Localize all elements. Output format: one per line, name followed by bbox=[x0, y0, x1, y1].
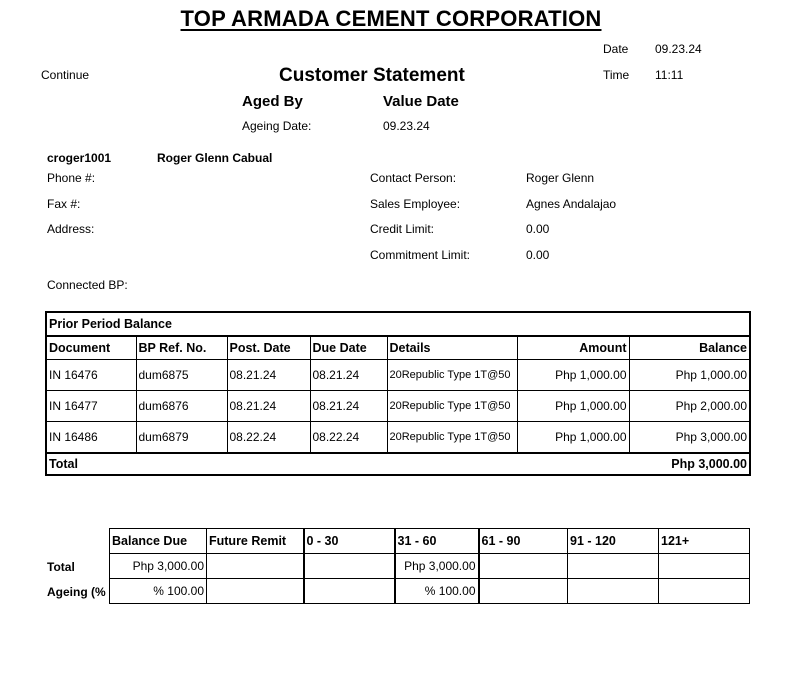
details-cell: 20Republic Type 1T@50 bbox=[387, 391, 517, 422]
amount-cell: Php 1,000.00 bbox=[517, 422, 629, 454]
date-label: Date bbox=[603, 42, 629, 56]
date-value: 09.23.24 bbox=[655, 42, 702, 56]
customer-code: croger1001 bbox=[47, 151, 112, 165]
ledger-header-row bbox=[46, 336, 750, 360]
post-date-cell: 08.21.24 bbox=[227, 360, 310, 391]
col-31-60: 31 - 60 bbox=[395, 529, 479, 554]
ledger-total-row bbox=[46, 453, 750, 475]
col-post-date: Post. Date bbox=[227, 336, 310, 360]
sales-employee-value: Agnes Andalajao bbox=[526, 197, 617, 211]
credit-limit-value: 0.00 bbox=[526, 222, 550, 236]
col-91-120: 91 - 120 bbox=[568, 529, 659, 554]
ageing-date-value: 09.23.24 bbox=[383, 119, 430, 133]
details-cell: 20Republic Type 1T@50 bbox=[387, 422, 517, 454]
aging-percent-cell bbox=[207, 579, 304, 604]
prior-period-row bbox=[46, 312, 750, 336]
col-document: Document bbox=[46, 336, 136, 360]
col-balance: Balance bbox=[629, 336, 750, 360]
ledger-total-label: Total bbox=[46, 453, 136, 475]
col-121-plus: 121+ bbox=[659, 529, 750, 554]
company-name: TOP ARMADA CEMENT CORPORATION bbox=[180, 6, 602, 31]
fax-label: Fax #: bbox=[47, 197, 81, 211]
due-date-cell: 08.21.24 bbox=[310, 360, 387, 391]
contact-person-value: Roger Glenn bbox=[526, 171, 595, 185]
contact-person-label: Contact Person: bbox=[370, 171, 457, 185]
aging-total-cell bbox=[479, 554, 568, 579]
sales-employee-label: Sales Employee: bbox=[370, 197, 461, 211]
credit-limit-label: Credit Limit: bbox=[370, 222, 435, 236]
aging-header-row bbox=[110, 529, 750, 554]
aging-table bbox=[109, 528, 750, 604]
statement-title: Customer Statement bbox=[279, 65, 465, 86]
col-61-90: 61 - 90 bbox=[479, 529, 568, 554]
due-date-cell: 08.22.24 bbox=[310, 422, 387, 454]
balance-cell: Php 1,000.00 bbox=[629, 360, 750, 391]
details-cell: 20Republic Type 1T@50 bbox=[387, 360, 517, 391]
table-row bbox=[46, 360, 750, 391]
aging-total-cell: Php 3,000.00 bbox=[110, 554, 207, 579]
ageing-percent-label: Ageing (% bbox=[47, 585, 106, 599]
balance-cell: Php 3,000.00 bbox=[629, 422, 750, 454]
aging-percent-cell bbox=[479, 579, 568, 604]
aging-total-row bbox=[110, 554, 750, 579]
document-cell: IN 16486 bbox=[46, 422, 136, 454]
bp-ref-cell: dum6876 bbox=[136, 391, 227, 422]
col-due-date: Due Date bbox=[310, 336, 387, 360]
aging-total-cell bbox=[304, 554, 395, 579]
document-cell: IN 16477 bbox=[46, 391, 136, 422]
table-row bbox=[46, 391, 750, 422]
continue-label: Continue bbox=[41, 68, 90, 82]
amount-cell: Php 1,000.00 bbox=[517, 391, 629, 422]
col-amount: Amount bbox=[517, 336, 629, 360]
balance-cell: Php 2,000.00 bbox=[629, 391, 750, 422]
time-label: Time bbox=[603, 68, 630, 82]
aging-total-cell bbox=[568, 554, 659, 579]
aging-percent-row bbox=[110, 579, 750, 604]
post-date-cell: 08.22.24 bbox=[227, 422, 310, 454]
document-cell: IN 16476 bbox=[46, 360, 136, 391]
aging-total-cell: Php 3,000.00 bbox=[395, 554, 479, 579]
aging-total-cell bbox=[207, 554, 304, 579]
bp-ref-cell: dum6875 bbox=[136, 360, 227, 391]
time-value: 11:11 bbox=[655, 68, 684, 82]
ledger-total-value: Php 3,000.00 bbox=[629, 453, 750, 475]
commitment-limit-label: Commitment Limit: bbox=[370, 248, 471, 262]
bp-ref-cell: dum6879 bbox=[136, 422, 227, 454]
aged-by-label: Aged By bbox=[242, 93, 303, 110]
col-future-remit: Future Remit bbox=[207, 529, 304, 554]
col-details: Details bbox=[387, 336, 517, 360]
aged-by-value: Value Date bbox=[383, 93, 459, 110]
aging-percent-cell bbox=[304, 579, 395, 604]
post-date-cell: 08.21.24 bbox=[227, 391, 310, 422]
aging-percent-cell: % 100.00 bbox=[395, 579, 479, 604]
aging-percent-cell bbox=[568, 579, 659, 604]
table-row bbox=[46, 422, 750, 454]
ledger-table bbox=[45, 311, 751, 476]
customer-name: Roger Glenn Cabual bbox=[157, 151, 273, 165]
ageing-date-label: Ageing Date: bbox=[242, 119, 312, 133]
aging-total-label: Total bbox=[47, 560, 75, 574]
aging-percent-cell: % 100.00 bbox=[110, 579, 207, 604]
commitment-limit-value: 0.00 bbox=[526, 248, 550, 262]
phone-label: Phone #: bbox=[47, 171, 96, 185]
aging-percent-cell bbox=[659, 579, 750, 604]
connected-bp-label: Connected BP: bbox=[47, 278, 128, 292]
prior-period-label: Prior Period Balance bbox=[46, 312, 750, 336]
due-date-cell: 08.21.24 bbox=[310, 391, 387, 422]
col-0-30: 0 - 30 bbox=[304, 529, 395, 554]
col-balance-due: Balance Due bbox=[110, 529, 207, 554]
amount-cell: Php 1,000.00 bbox=[517, 360, 629, 391]
col-bp-ref: BP Ref. No. bbox=[136, 336, 227, 360]
address-label: Address: bbox=[47, 222, 95, 236]
aging-total-cell bbox=[659, 554, 750, 579]
